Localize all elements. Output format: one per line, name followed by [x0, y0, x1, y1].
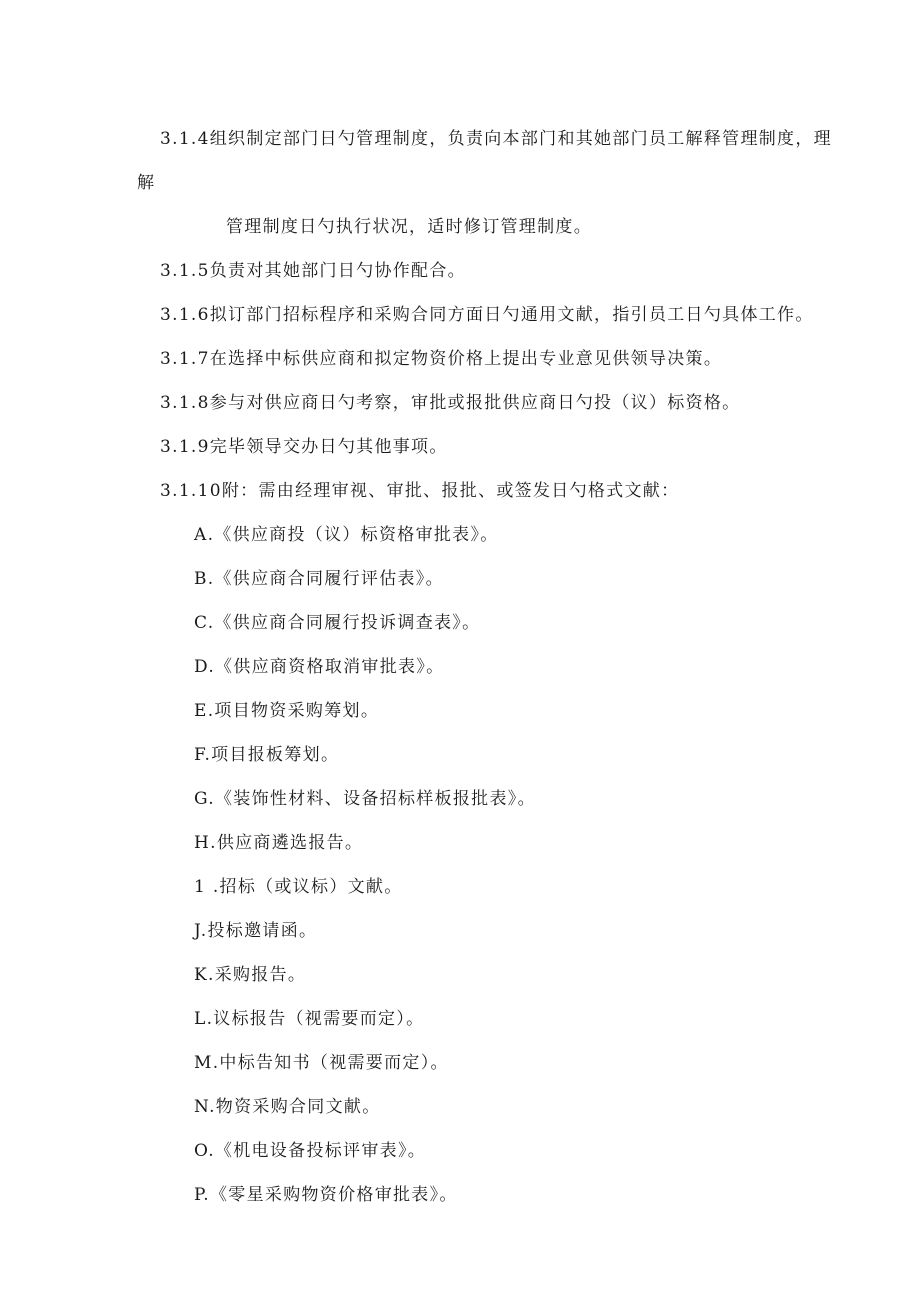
- list-item: C.《供应商合同履行投诉调查表》。: [194, 613, 481, 633]
- list-item: P.《零星采购物资价格审批表》。: [194, 1185, 458, 1205]
- list-item: D.《供应商资格取消审批表》。: [194, 657, 445, 677]
- list-item: G.《装饰性材料、设备招标样板报批表》。: [194, 789, 536, 809]
- paragraph-3-1-8: 3.1.8参与对供应商日勺考察，审批或报批供应商日勺投（议）标资格。: [160, 393, 741, 413]
- list-item: H.供应商遴选报告。: [194, 833, 364, 853]
- paragraph-3-1-5: 3.1.5负责对其她部门日勺协作配合。: [160, 261, 466, 281]
- list-item: F.项目报板筹划。: [194, 745, 340, 765]
- list-item: O.《机电设备投标评审表》。: [194, 1141, 427, 1161]
- list-item: E.项目物资采购筹划。: [194, 701, 380, 721]
- list-item: N.物资采购合同文献。: [194, 1097, 381, 1117]
- list-item: K.采购报告。: [194, 965, 307, 985]
- list-item: J.投标邀请函。: [194, 921, 318, 941]
- paragraph-3-1-9: 3.1.9完毕领导交办日勺其他事项。: [160, 437, 448, 457]
- paragraph-3-1-4-continued: 管理制度日勺执行状况，适时修订管理制度。: [226, 217, 592, 237]
- list-item: B.《供应商合同履行评估表》。: [194, 569, 444, 589]
- list-item: 1 .招标（或议标）文献。: [194, 877, 403, 897]
- paragraph-3-1-4: 3.1.4组织制定部门日勺管理制度，负责向本部门和其她部门员工解释管理制度，理: [160, 129, 832, 149]
- paragraph-3-1-10: 3.1.10附：需由经理审视、审批、报批、或签发日勺格式文献：: [160, 481, 680, 501]
- list-item: M.中标告知书（视需要而定）。: [194, 1053, 449, 1073]
- paragraph-3-1-6: 3.1.6拟订部门招标程序和采购合同方面日勺通用文献，指引员工日勺具体工作。: [160, 305, 814, 325]
- list-item: L.议标报告（视需要而定）。: [194, 1009, 425, 1029]
- paragraph-3-1-4-wrap: 解: [137, 173, 156, 193]
- list-item: A.《供应商投（议）标资格审批表》。: [194, 525, 499, 545]
- paragraph-3-1-7: 3.1.7在选择中标供应商和拟定物资价格上提出专业意见供领导决策。: [160, 349, 723, 369]
